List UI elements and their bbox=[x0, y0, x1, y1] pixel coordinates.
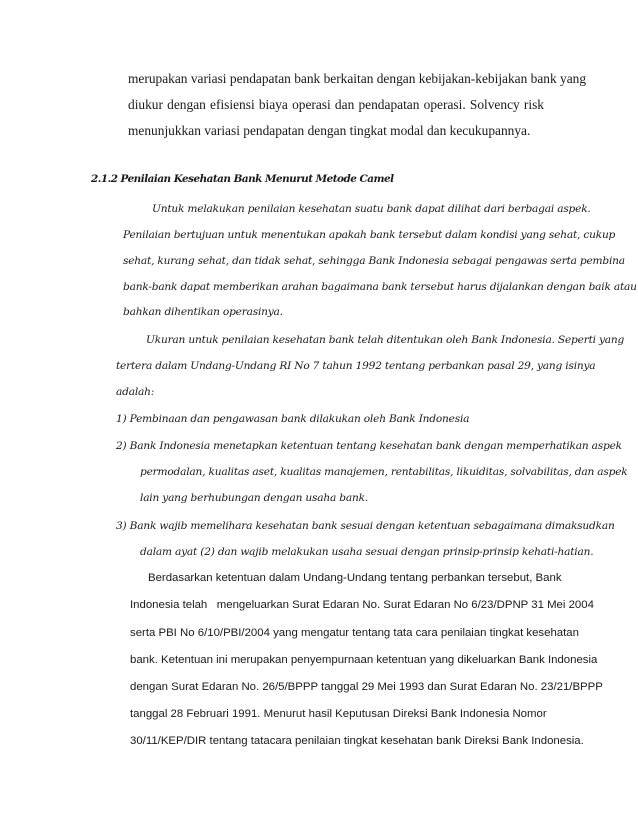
list-item-2-line-3: lain yang berhubungan dengan usaha bank. bbox=[140, 492, 368, 504]
para4-line-5: dengan Surat Edaran No. 26/5/BPPP tanggal 29 Mei 1993 dan Surat Edaran No. 23/21/BPPP bbox=[130, 681, 603, 693]
para4-line-3: serta PBI No 6/10/PBI/2004 yang mengatur tentang tata cara penilaian tingkat kesehatan bbox=[130, 627, 579, 639]
para4-line-4: bank. Ketentuan ini merupakan penyempurnaan ketentuan yang dikeluarkan Bank Indonesia bbox=[130, 654, 598, 666]
para3-line-3: adalah: bbox=[116, 386, 155, 398]
list-item-2-line-2: permodalan, kualitas aset, kualitas manajemen, rentabilitas, likuiditas, solvabilitas, dan aspek bbox=[140, 466, 628, 478]
para2-line-3: sehat, kurang sehat, dan tidak sehat, sehingga Bank Indonesia sebagai pengawas serta pembina bbox=[123, 255, 625, 267]
para2-line-1: Untuk melakukan penilaian kesehatan suatu bank dapat dilihat dari berbagai aspek. bbox=[152, 203, 591, 215]
list-item-2-line-1: 2) Bank Indonesia menetapkan ketentuan tentang kesehatan bank dengan memperhatikan aspek bbox=[116, 440, 622, 452]
list-item-1: 1) Pembinaan dan pengawasan bank dilakukan oleh Bank Indonesia bbox=[116, 413, 470, 425]
para1-line-1: merupakan variasi pendapatan bank berkaitan dengan kebijakan-kebijakan bank yang bbox=[128, 71, 587, 86]
para3-line-2: tertera dalam Undang-Undang RI No 7 tahun 1992 tentang perbankan pasal 29, yang isinya bbox=[116, 360, 596, 372]
para1-line-2: diukur dengan efisiensi biaya operasi dan pendapatan operasi. Solvency risk bbox=[128, 97, 544, 112]
para4-line-7: 30/11/KEP/DIR tentang tatacara penilaian tingkat kesehatan bank Direksi Bank Indonesia. bbox=[130, 735, 584, 747]
para3-line-1: Ukuran untuk penilaian kesehatan bank telah ditentukan oleh Bank Indonesia. Seperti yang bbox=[146, 334, 625, 346]
section-heading: 2.1.2 Penilaian Kesehatan Bank Menurut Metode Camel bbox=[91, 173, 394, 185]
list-item-3-line-2: dalam ayat (2) dan wajib melakukan usaha sesuai dengan prinsip-prinsip kehati-hatian. bbox=[140, 546, 594, 558]
para4-line-2: Indonesia telah mengeluarkan Surat Edaran No. Surat Edaran No 6/23/DPNP 31 Mei 2004 bbox=[130, 599, 594, 611]
para4-line-6: tanggal 28 Februari 1991. Menurut hasil Keputusan Direksi Bank Indonesia Nomor bbox=[130, 708, 547, 720]
para1-line-3: menunjukkan variasi pendapatan dengan tingkat modal dan kecukupannya. bbox=[128, 123, 531, 138]
list-item-3-line-1: 3) Bank wajib memelihara kesehatan bank sesuai dengan ketentuan sebagaimana dimaksudkan bbox=[116, 520, 615, 532]
para2-line-4: bank-bank dapat memberikan arahan bagaimana bank tersebut harus dijalankan dengan baik atau bbox=[123, 281, 637, 293]
para2-line-5: bahkan dihentikan operasinya. bbox=[123, 306, 283, 318]
para2-line-2: Penilaian bertujuan untuk menentukan apakah bank tersebut dalam kondisi yang sehat, cukup bbox=[123, 229, 616, 241]
para4-line-1: Berdasarkan ketentuan dalam Undang-Undang tentang perbankan tersebut, Bank bbox=[148, 572, 562, 584]
